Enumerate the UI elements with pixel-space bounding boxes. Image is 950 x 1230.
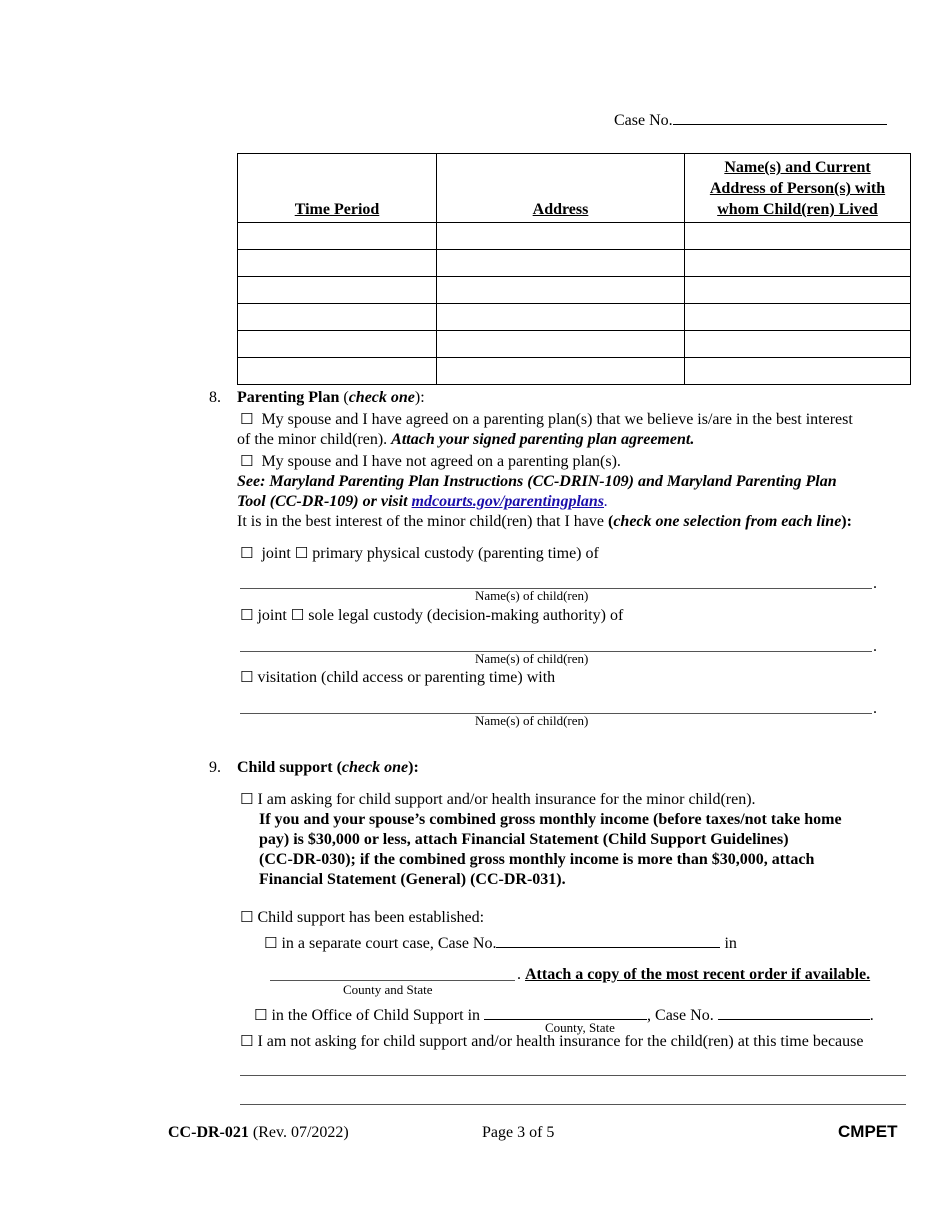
table-cell[interactable] xyxy=(437,358,685,385)
separate-case-number-field[interactable] xyxy=(496,947,720,948)
paren: ): xyxy=(414,389,425,406)
not-asking-support-checkbox[interactable]: ☐ xyxy=(240,1032,254,1050)
table-cell[interactable] xyxy=(437,250,685,277)
agreed-plan-checkbox[interactable]: ☐ xyxy=(240,410,254,428)
sole-legal-checkbox[interactable]: ☐ xyxy=(290,606,305,624)
table-cell[interactable] xyxy=(437,304,685,331)
not-asking-support-text: I am not asking for child support and/or health insurance for the child(ren) at this time because xyxy=(257,1033,864,1050)
case-number-header xyxy=(614,112,887,130)
period: . xyxy=(517,966,521,983)
primary-physical-checkbox[interactable]: ☐ xyxy=(294,544,309,562)
parenting-plans-link[interactable]: mdcourts.gov/parentingplans xyxy=(411,493,605,510)
table-row xyxy=(238,277,911,304)
table-row xyxy=(238,331,911,358)
table-row xyxy=(238,304,911,331)
county-state-caption: County and State xyxy=(343,982,433,997)
check-one-hint: check one xyxy=(341,759,409,776)
attach-copy-line xyxy=(517,965,870,985)
section-8-title-text: Parenting Plan xyxy=(237,389,340,406)
support-established-option xyxy=(240,907,484,928)
not-agreed-plan-text: My spouse and I have not agreed on a parenting plan(s). xyxy=(261,453,621,470)
best-interest-text: It is in the best interest of the minor child(ren) that I have xyxy=(237,513,608,530)
case-number-label: Case No. xyxy=(614,112,673,129)
joint-physical-checkbox[interactable]: ☐ xyxy=(240,544,254,562)
physical-period: . xyxy=(873,575,877,592)
financial-note-line2: pay) is $30,000 or less, attach Financial Statement (Child Support Guidelines) xyxy=(259,831,789,848)
table-cell[interactable] xyxy=(437,277,685,304)
legal-period: . xyxy=(873,638,877,655)
table-cell[interactable] xyxy=(238,331,437,358)
table-cell[interactable] xyxy=(685,358,911,385)
table-cell[interactable] xyxy=(685,223,911,250)
joint-legal-label: joint xyxy=(257,607,287,624)
not-agreed-plan-option xyxy=(240,451,621,472)
financial-note-line1: If you and your spouse’s combined gross monthly income (before taxes/not take home xyxy=(259,811,842,828)
not-asking-support-option xyxy=(240,1031,863,1052)
separate-case-option xyxy=(264,933,737,954)
table-cell[interactable] xyxy=(685,304,911,331)
form-id xyxy=(168,1124,349,1142)
best-interest-statement xyxy=(237,512,852,532)
table-cell[interactable] xyxy=(238,223,437,250)
county-state-field[interactable] xyxy=(270,980,515,981)
office-case-label: , Case No. xyxy=(647,1007,714,1024)
paren: ( xyxy=(339,389,349,406)
visitation-names-caption: Name(s) of child(ren) xyxy=(475,713,589,728)
asking-support-text: I am asking for child support and/or health insurance for the minor child(ren). xyxy=(257,791,756,808)
visitation-option xyxy=(240,667,555,688)
agreed-plan-option xyxy=(240,409,853,430)
financial-note-line4: Financial Statement (General) (CC-DR-031). xyxy=(259,871,566,888)
form-id-code: CC-DR-021 xyxy=(168,1124,249,1141)
table-row xyxy=(238,250,911,277)
sole-legal-label: sole legal custody (decision-making authority) of xyxy=(308,607,624,624)
section-8-number: 8. xyxy=(209,389,221,406)
table-cell[interactable] xyxy=(685,277,911,304)
residence-history-table xyxy=(237,153,911,385)
table-cell[interactable] xyxy=(238,358,437,385)
legal-names-caption: Name(s) of child(ren) xyxy=(475,651,589,666)
table-cell[interactable] xyxy=(238,304,437,331)
table-cell[interactable] xyxy=(685,331,911,358)
agreed-plan-text: My spouse and I have agreed on a parenting plan(s) that we believe is/are in the best interest xyxy=(261,411,853,428)
office-case-number-field[interactable] xyxy=(718,1019,870,1020)
paren: ): xyxy=(408,759,419,776)
separate-case-checkbox[interactable]: ☐ xyxy=(264,934,278,952)
asking-support-option xyxy=(240,789,756,810)
table-row xyxy=(238,358,911,385)
office-child-support-text: in the Office of Child Support in xyxy=(271,1007,481,1024)
col-header-person-lived-with: Name(s) and Current Address of Person(s) with whom Child(ren) Lived xyxy=(685,154,911,223)
table-cell[interactable] xyxy=(685,250,911,277)
not-agreed-plan-checkbox[interactable]: ☐ xyxy=(240,452,254,470)
agreed-plan-continued xyxy=(237,430,694,450)
physical-custody-option xyxy=(240,543,599,564)
attach-copy-instruction: Attach a copy of the most recent order if available. xyxy=(525,966,871,983)
visitation-checkbox[interactable]: ☐ xyxy=(240,668,254,686)
legal-custody-option xyxy=(240,605,623,626)
support-established-text: Child support has been established: xyxy=(257,909,485,926)
reason-line-1[interactable] xyxy=(240,1075,906,1076)
page-number: Page 3 of 5 xyxy=(482,1124,555,1141)
joint-physical-label: joint xyxy=(261,545,291,562)
section-8-title xyxy=(237,388,425,408)
office-child-support-checkbox[interactable]: ☐ xyxy=(254,1006,268,1024)
col-header-time-period: Time Period xyxy=(238,154,437,223)
table-cell[interactable] xyxy=(238,250,437,277)
section-9-number: 9. xyxy=(209,759,221,776)
paren: ): xyxy=(841,513,852,530)
paren: ( xyxy=(608,513,614,530)
section-9-title-text: Child support ( xyxy=(237,759,342,776)
agreed-plan-text-2: of the minor child(ren). xyxy=(237,431,392,448)
in-label: in xyxy=(724,935,737,952)
table-cell[interactable] xyxy=(437,331,685,358)
table-cell[interactable] xyxy=(437,223,685,250)
section-9-title xyxy=(237,758,419,778)
see-instructions-text: Tool (CC-DR-109) or visit xyxy=(237,493,412,510)
visitation-period: . xyxy=(873,700,877,717)
form-revision: (Rev. 07/2022) xyxy=(248,1124,349,1141)
see-instructions-line2 xyxy=(237,492,608,512)
financial-note-line3: (CC-DR-030); if the combined gross monthly income is more than $30,000, attach xyxy=(259,851,815,868)
visitation-label: visitation (child access or parenting time) with xyxy=(257,669,556,686)
joint-legal-checkbox[interactable]: ☐ xyxy=(240,606,254,624)
county-comma-state-caption: County, State xyxy=(545,1020,615,1035)
support-established-checkbox[interactable]: ☐ xyxy=(240,908,254,926)
see-instructions-line1: See: Maryland Parenting Plan Instructions (CC-DRIN-109) and Maryland Parenting Plan xyxy=(237,473,837,490)
asking-support-checkbox[interactable]: ☐ xyxy=(240,790,254,808)
table-row xyxy=(238,223,911,250)
col-header-address: Address xyxy=(437,154,685,223)
attach-plan-instruction: Attach your signed parenting plan agreement. xyxy=(391,431,695,448)
check-one-hint: check one xyxy=(348,389,415,406)
primary-physical-label: primary physical custody (parenting time) of xyxy=(312,545,599,562)
table-cell[interactable] xyxy=(238,277,437,304)
period: . xyxy=(869,1007,874,1024)
link-period: . xyxy=(604,493,609,510)
separate-case-text: in a separate court case, Case No. xyxy=(281,935,497,952)
form-code: CMPET xyxy=(838,1122,898,1141)
case-number-field[interactable] xyxy=(673,124,887,125)
physical-names-caption: Name(s) of child(ren) xyxy=(475,588,589,603)
check-each-line-hint: check one selection from each line xyxy=(613,513,842,530)
reason-line-2[interactable] xyxy=(240,1104,906,1105)
